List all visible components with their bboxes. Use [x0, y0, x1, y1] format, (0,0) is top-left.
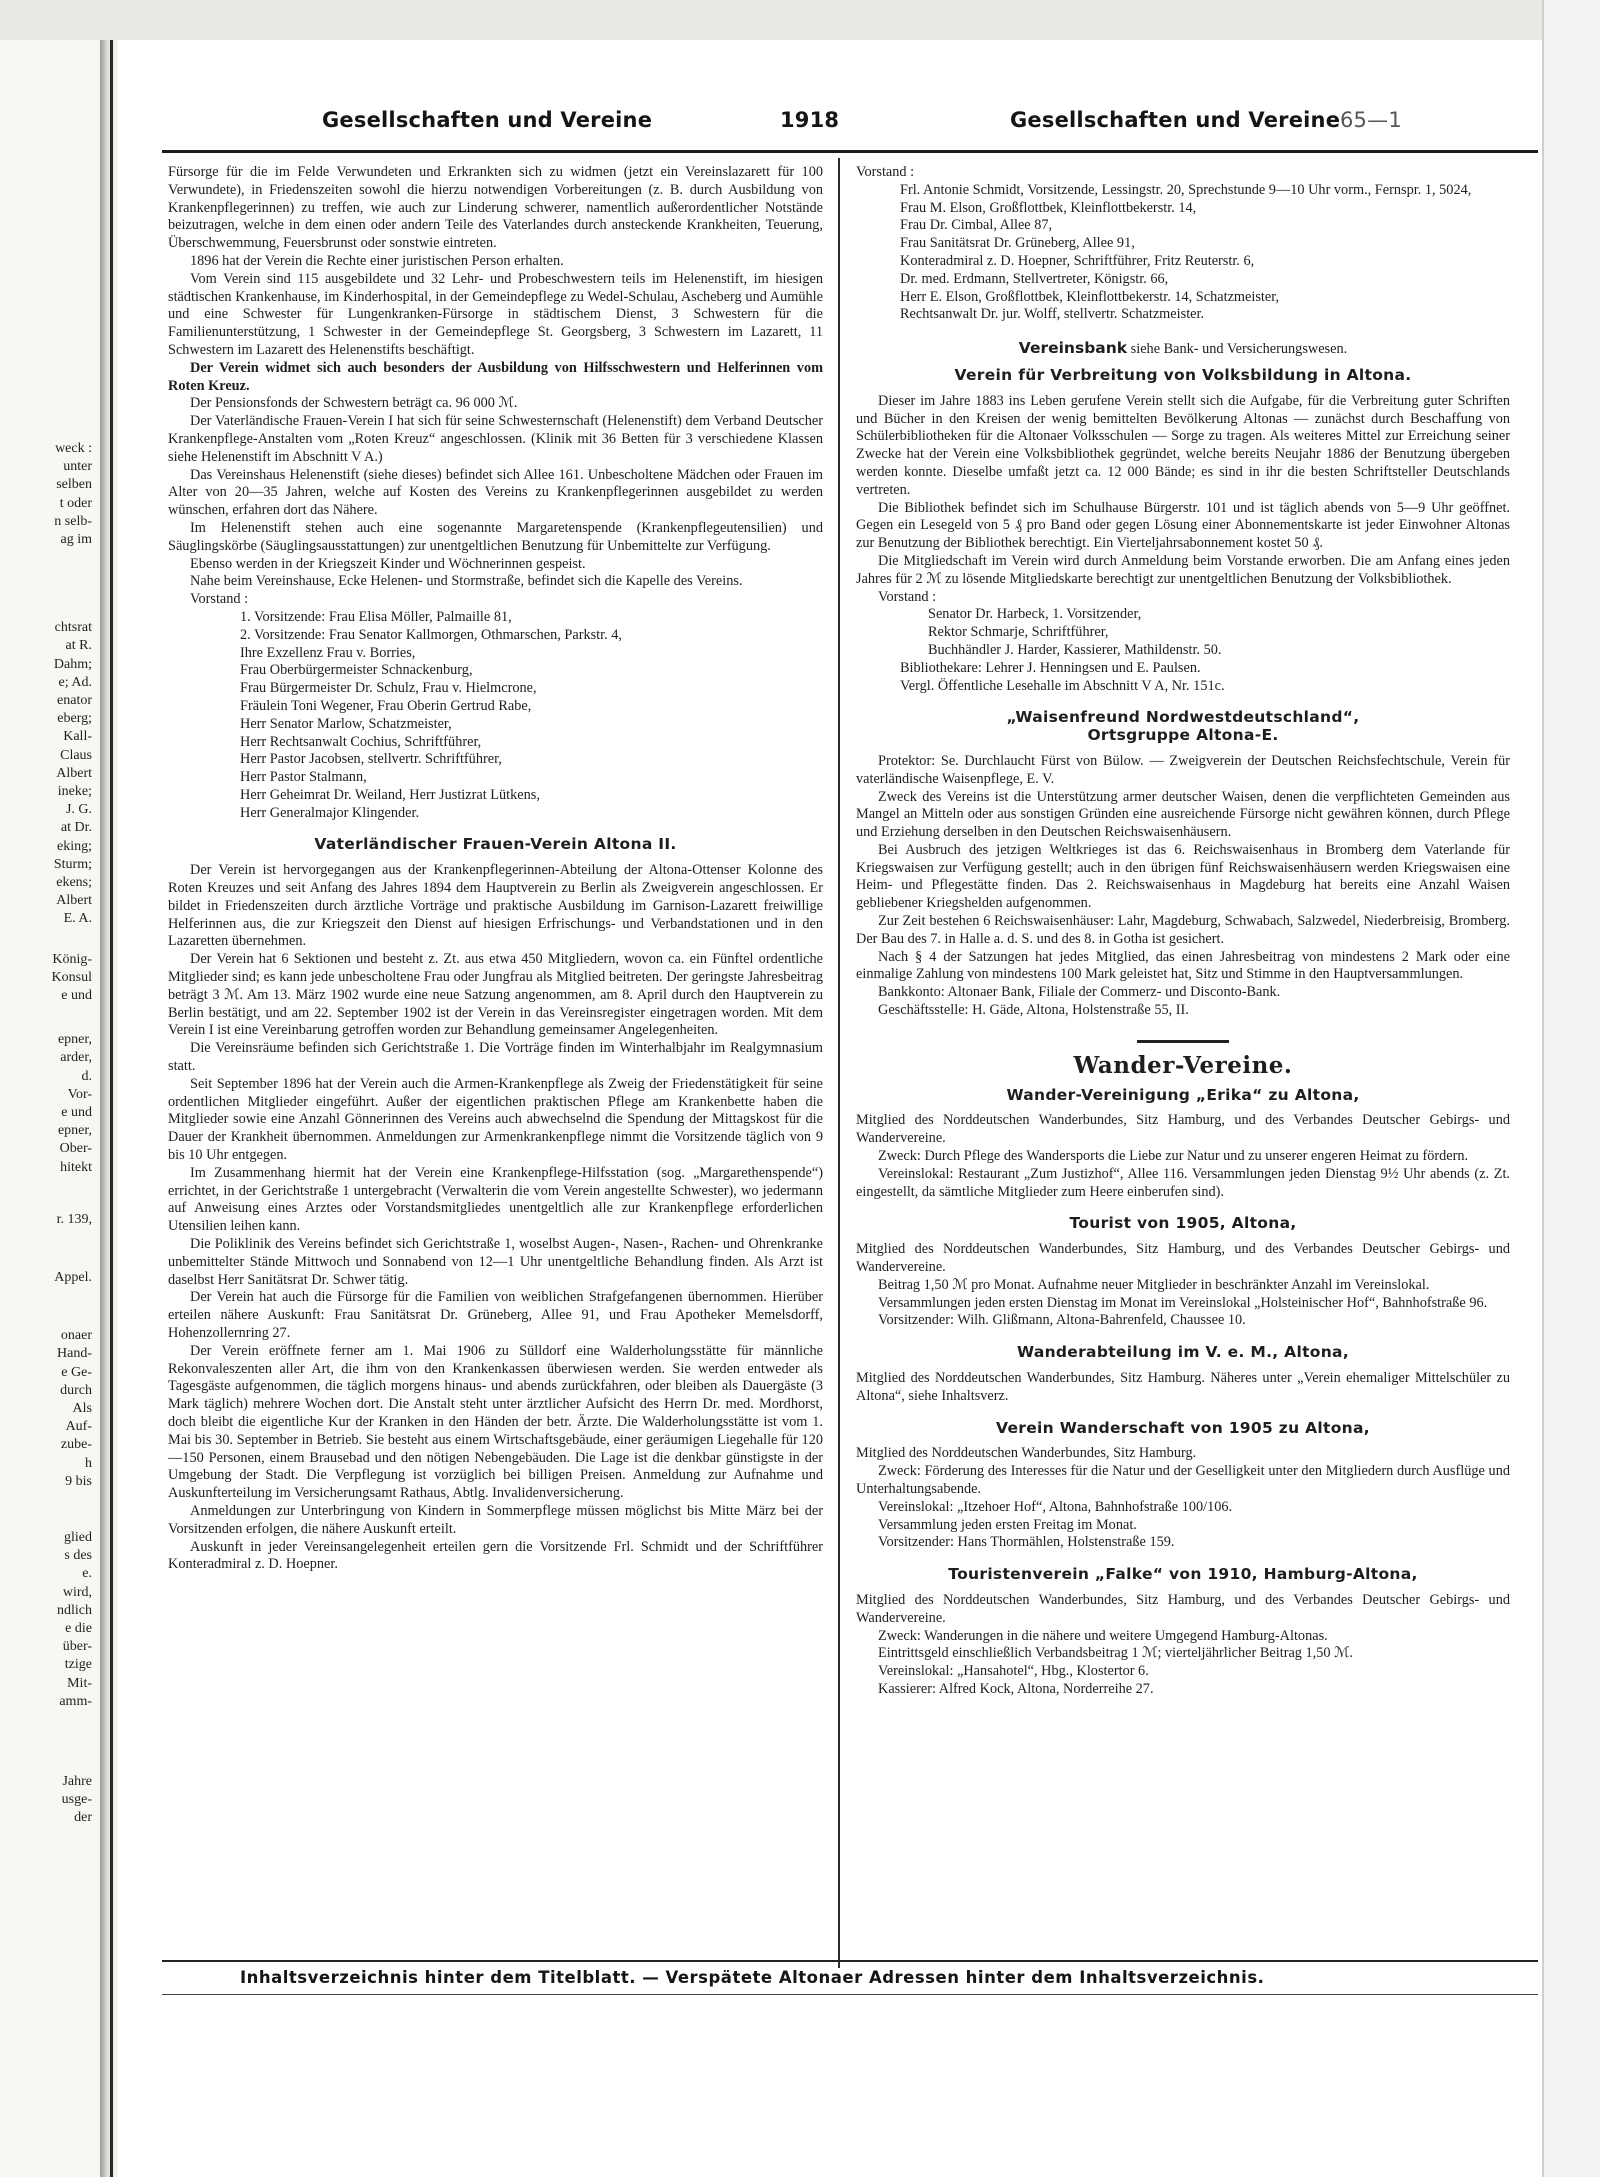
- strip-fragment: tzige: [64, 1657, 92, 1673]
- strip-fragment: arder,: [60, 1050, 92, 1066]
- club-line: Beitrag 1,50 ℳ pro Monat. Aufnahme neuer Mitglieder in beschränkter Anzahl im Vereinslokal.: [878, 1276, 1430, 1293]
- club-line: Versammlungen jeden ersten Dienstag im Monat im Vereinslokal „Holsteinischer Hof“, Bahnhofstraße 96.: [878, 1294, 1488, 1311]
- strip-fragment: amm-: [59, 1693, 92, 1709]
- section-subtitle: Ortsgruppe Altona-E.: [1087, 726, 1279, 745]
- board-member: Buchhändler J. Harder, Kassierer, Mathildenstr. 50.: [928, 641, 1222, 658]
- strip-fragment: J. G.: [65, 802, 92, 818]
- strip-fragment: usge-: [61, 1792, 92, 1808]
- board-member: Herr Rechtsanwalt Cochius, Schriftführer,: [240, 733, 482, 750]
- paragraph: Der Verein hat 6 Sektionen und besteht z. Zt. aus etwa 450 Mitgliedern, wovon ca. ein Fünftel ordentliche Mitglieder sind; es kann jede unbescholtene Frau oder Jungfrau als Mitglied beitreten. Der geringste Jahresbeitrag beträgt 3 ℳ. Am 13. März 1902 wurde eine neue Satzung angenommen, am 8. April durch den Hauptverein zu Berlin bestätigt, und am 22. September 1902 ist der Verein in das Vereinsregister eingetragen worden. Mit dem Verein I ist eine Vereinbarung getroffen worden zur Behandlung gemeinsamer Angelegenheiten.: [168, 951, 823, 1039]
- club-line: Vereinslokal: Restaurant „Zum Justizhof“, Allee 116. Versammlungen jeden Dienstag 9½ Uhr abends (z. Zt. eingestellt, da sämtliche Mitglieder zum Heere einberufen sind).: [856, 1165, 1510, 1200]
- right-column: [856, 164, 1510, 1699]
- spine-line: [110, 40, 113, 2177]
- strip-fragment: e und: [61, 1105, 92, 1120]
- board-member: Herr E. Elson, Großflottbek, Kleinflottbekerstr. 14, Schatzmeister,: [900, 288, 1279, 305]
- section-title: Vereinsbank: [1018, 339, 1128, 358]
- footer-notice: Inhaltsverzeichnis hinter dem Titelblatt. — Verspätete Altonaer Adressen hinter dem Inhaltsverzeichnis.: [240, 1968, 1265, 1987]
- strip-fragment: s des: [64, 1548, 92, 1564]
- strip-fragment: Kall-: [63, 729, 92, 745]
- strip-fragment: Albert: [56, 765, 92, 781]
- strip-fragment: ndlich: [57, 1602, 92, 1618]
- board-member: Frau Bürgermeister Dr. Schulz, Frau v. Hielmcrone,: [240, 680, 537, 697]
- paragraph: Zur Zeit bestehen 6 Reichswaisenhäuser: Lahr, Magdeburg, Schwabach, Salzwedel, Niederbreisig, Bromberg. Der Bau des 7. in Halle a. d. S. und des 8. in Gotha ist gesichert.: [856, 913, 1510, 947]
- strip-fragment: e; Ad.: [58, 674, 92, 690]
- paragraph: Der Verein ist hervorgegangen aus der Krankenpflegerinnen-Abteilung der Altona-Ottenser Kolonne des Roten Kreuzes und seit Anfang des Jahres 1894 dem Hauptverein zu Berlin als Zweigverein angeschlossen. Er bildet in Friedenszeiten durch ärztliche Vorträge und praktische Ausbildung im Garnison-Lazarett freiwillige Helferinnen aus, die zur Kriegszeit den Dienst auf hiesigen Erfrischungs- und Verbandstationen und in den Lazaretten übernehmen.: [168, 862, 823, 950]
- see-also-line: Vergl. Öffentliche Lesehalle im Abschnitt V A, Nr. 151c.: [900, 677, 1225, 694]
- vereinsbank-entry: [856, 340, 1510, 359]
- section-title: Verein für Verbreitung von Volksbildung in Altona.: [954, 365, 1412, 384]
- paragraph: Der Verein eröffnete ferner am 1. Mai 1906 zu Sülldorf eine Walderholungsstätte für männliche Rekonvaleszenten aller Art, die ihm von den Krankenkassen überwiesen werden. Sie werden entweder als Tagesgäste aufgenommen, die täglich morgens hinaus- und abends zurückfahren, oder bleiben als Dauergäste (3 Mark täglich) mehrere Wochen dort. Die Anstalt steht unter ärztlicher Aufsicht des Herrn Dr. med. Mordhorst, doch bleibt die eigentliche Kur der Kranken in den Händen der betr. Ärzte. Die Walderholungsstätte ist vom 1. Mai bis 30. September in Betrieb. Sie besteht aus einem Wirtschaftsgebäude, einer geräumigen Liegehalle für 120—150 Personen, einem Brausebad und den nötigen Nebengebäuden. Die Lage ist die denkbar günstigste in der Umgebung der Stadt. Die Verpflegung ist vorzüglich bei billigen Preisen. Anmeldung zur Aufnahme und Auskunfterteilung im Versicherungsamt Rathaus, Abtlg. Invalidenversicherung.: [168, 1342, 823, 1502]
- board-label: Vorstand :: [190, 591, 249, 608]
- strip-fragment: n selb-: [54, 513, 92, 529]
- strip-fragment: durch: [60, 1382, 92, 1398]
- section-title: „Waisenfreund Nordwestdeutschland“,: [1006, 708, 1360, 727]
- column-rule: [838, 158, 840, 1968]
- paragraph: Die Mitgliedschaft im Verein wird durch Anmeldung beim Vorstande erworben. Die am Anfang eines jeden Jahres für 2 ℳ zu lösende Mitgliedskarte berechtigt zur unentgeltlichen Benutzung der Volksbibliothek.: [856, 552, 1510, 587]
- board-label: Vorstand :: [856, 164, 915, 180]
- strip-fragment: d.: [81, 1068, 92, 1084]
- strip-fragment: e Ge-: [61, 1364, 92, 1380]
- club-title: Wanderabteilung im V. e. M., Altona,: [1016, 1343, 1350, 1362]
- category-heading: Wander-Vereine.: [1073, 1051, 1293, 1079]
- board-member: Frau Oberbürgermeister Schnackenburg,: [240, 662, 473, 679]
- strip-fragment: at R.: [65, 638, 92, 654]
- paragraph: Nach § 4 der Satzungen hat jedes Mitglied, das einen Jahresbeitrag von mindestens 2 Mark oder eine einmalige Zahlung von mindestens 100 Mark geleistet hat, Sitz und Stimme in den Hauptversammlungen.: [856, 948, 1510, 983]
- board-member: Frau Sanitätsrat Dr. Grüneberg, Allee 91,: [900, 235, 1135, 252]
- strip-fragment: hitekt: [60, 1159, 92, 1175]
- strip-fragment: e.: [82, 1566, 92, 1582]
- strip-fragment: E. A.: [63, 911, 92, 927]
- paragraph: Protektor: Se. Durchlaucht Fürst von Bülow. — Zweigverein der Deutschen Reichsfechtschule, Verein für vaterländische Waisenpflege, E. V.: [856, 752, 1510, 787]
- section-title: Vaterländischer Frauen-Verein Altona II.: [314, 835, 677, 854]
- strip-fragment: epner,: [57, 1032, 92, 1048]
- club-line: Eintrittsgeld einschließlich Verbandsbeitrag 1 ℳ; vierteljährlicher Beitrag 1,50 ℳ.: [878, 1645, 1353, 1662]
- paragraph: Im Zusammenhang hiermit hat der Verein eine Krankenpflege-Hilfsstation (sog. „Margarethenspende“) errichtet, in der Gerichtstraße 1 untergebracht (Verwalterin die vom Verein angestellte Schwester), wo jedermann auf Anweisung eines Arztes oder Vorstandsmitgliedes unentgeltlich alle zur Krankenpflege erforderlichen Utensilien leihen kann.: [168, 1164, 823, 1235]
- paragraph: Das Vereinshaus Helenenstift (siehe dieses) befindet sich Allee 161. Unbescholtene Mädchen oder Frauen im Alter von 20—35 Jahren, welche auf Kosten des Vereins zu Krankenpflegerinnen ausgebildet zu werden wünschen, erfahren dort das Nähere.: [168, 466, 823, 519]
- club-line: Mitglied des Norddeutschen Wanderbundes, Sitz Hamburg.: [856, 1445, 1197, 1462]
- section-divider: [1137, 1040, 1229, 1043]
- board-member: 1. Vorsitzende: Frau Elisa Möller, Palmaille 81,: [240, 608, 512, 625]
- header-left-title: Gesellschaften und Vereine: [322, 108, 653, 132]
- strip-fragment: Als: [72, 1401, 92, 1416]
- strip-fragment: König-: [52, 951, 92, 967]
- board-member: Ihre Exzellenz Frau v. Borries,: [240, 644, 416, 661]
- header-page-mark: 65—1: [1340, 108, 1402, 132]
- bank-line: Bankkonto: Altonaer Bank, Filiale der Commerz- und Disconto-Bank.: [878, 984, 1281, 1001]
- paragraph: Anmeldungen zur Unterbringung von Kindern in Sommerpflege müssen möglichst bis Mitte März bei der Vorsitzenden erfolgen, die nähere Auskunft erteilt.: [168, 1502, 823, 1537]
- paragraph: Der Vaterländische Frauen-Verein I hat sich für seine Schwesternschaft (Helenenstift) dem Verband Deutscher Krankenpflege-Anstalten vom „Roten Kreuz“ angeschlossen. (Klinik mit 36 Betten für 3 verschiedene Klassen siehe Helenenstift im Abschnitt V A.): [168, 413, 823, 465]
- club-line: Mitglied des Norddeutschen Wanderbundes, Sitz Hamburg. Näheres unter „Verein ehemaliger Mittelschüler zu Altona“, siehe Inhaltsverz.: [856, 1370, 1510, 1404]
- club-line: Mitglied des Norddeutschen Wanderbundes, Sitz Hamburg, und des Verbandes Deutscher Gebirgs- und Wandervereine.: [856, 1112, 1510, 1147]
- board-member: Konteradmiral z. D. Hoepner, Schriftführer, Fritz Reuterstr. 6,: [900, 252, 1255, 269]
- paragraph: Der Pensionsfonds der Schwestern beträgt ca. 96 000 ℳ.: [190, 395, 518, 412]
- club-line: Kassierer: Alfred Kock, Altona, Norderreihe 27.: [878, 1680, 1154, 1697]
- board-member: Dr. med. Erdmann, Stellvertreter, Königstr. 66,: [900, 270, 1169, 287]
- board-list: [240, 609, 823, 823]
- office-line: Geschäftsstelle: H. Gäde, Altona, Holstenstraße 55, II.: [878, 1002, 1189, 1019]
- strip-fragment: Appel.: [54, 1270, 92, 1285]
- librarians-line: Bibliothekare: Lehrer J. Henningsen und E. Paulsen.: [900, 659, 1201, 676]
- board-member: Herr Pastor Jacobsen, stellvertr. Schriftführer,: [240, 751, 502, 768]
- footer-rule: [162, 1960, 1538, 1962]
- board-member: Rechtsanwalt Dr. jur. Wolff, stellvertr. Schatzmeister.: [900, 306, 1205, 323]
- paragraph: Fürsorge für die im Felde Verwundeten und Erkrankten sich zu widmen (jetzt ein Vereinslazarett für 100 Verwundete), in Friedenszeiten sowohl die hierzu notwendigen Vorbereitungen (z. B. durch Ausbildung von Krankenpflegerinnen) zu treffen, wie auch zur Linderung schwerer, namentlich außerordentlicher Notstände beizutragen, welche in dem einen oder andern Teile des Vaterlandes durch ansteckende Krankheiten, Teuerung, Überschwemmung, Feuersbrunst oder sonstwie eintreten.: [168, 164, 823, 252]
- paragraph: Ebenso werden in der Kriegszeit Kinder und Wöchnerinnen gespeist.: [190, 555, 586, 572]
- strip-fragment: Vor-: [67, 1086, 92, 1102]
- club-line: Versammlung jeden ersten Freitag im Monat.: [878, 1516, 1137, 1533]
- strip-fragment: ekens;: [56, 875, 92, 890]
- book-gutter: [100, 40, 118, 2177]
- strip-fragment: h: [85, 1455, 92, 1471]
- board-member: Herr Senator Marlow, Schatzmeister,: [240, 715, 452, 732]
- board-member: 2. Vorsitzende: Frau Senator Kallmorgen, Othmarschen, Parkstr. 4,: [240, 626, 622, 643]
- strip-fragment: selben: [56, 477, 92, 493]
- strip-fragment: Hand-: [57, 1346, 92, 1362]
- paragraph: Seit September 1896 hat der Verein auch die Armen-Krankenpflege als Zweig der Friedenstätigkeit für seine ordentlichen Mitglieder eingeführt. Außer der eigentlichen praktischen Pflege am Krankenbette haben die Mitglieder sowie eine Anzahl Gönnerinnen des Vereins auch abwechselnd die Spendung der Mittagskost für die Dauer der Krankheit übernommen. Anmeldungen zur Armenkrankenpflege nimmt die Vorsitzende täglich von 9 bis 10 Uhr entgegen.: [168, 1075, 823, 1164]
- footer-rule-bottom: [162, 1994, 1538, 1995]
- header-year: 1918: [780, 108, 840, 132]
- cross-reference: siehe Bank- und Versicherungswesen.: [1130, 341, 1348, 358]
- scan-right-edge: [1542, 0, 1600, 2177]
- board-list: [900, 182, 1510, 324]
- paragraph: Der Verein hat auch die Fürsorge für die Familien von weiblichen Strafgefangenen übernommen. Hierüber erteilen nähere Auskunft: Frau Sanitätsrat Dr. Grüneberg, Allee 91, und Frau Apotheker Memelsdorff, Hohenzollernring 27.: [168, 1289, 823, 1341]
- header-rule: [162, 150, 1538, 153]
- strip-fragment: enator: [57, 693, 92, 708]
- board-label: Vorstand :: [878, 588, 937, 605]
- strip-fragment: zube-: [60, 1437, 92, 1453]
- strip-fragment: r. 139,: [56, 1211, 92, 1227]
- paragraph: Die Vereinsräume befinden sich Gerichtstraße 1. Die Vorträge finden im Winterhalbjahr im Realgymnasium statt.: [168, 1040, 823, 1075]
- strip-fragment: 9 bis: [65, 1473, 92, 1489]
- paragraph: Nahe beim Vereinshause, Ecke Helenen- und Stormstraße, befindet sich die Kapelle des Vereins.: [190, 573, 743, 590]
- header-right-title: Gesellschaften und Vereine: [1010, 108, 1341, 132]
- club-line: Mitglied des Norddeutschen Wanderbundes, Sitz Hamburg, und des Verbandes Deutscher Gebirgs- und Wandervereine.: [856, 1591, 1510, 1626]
- board-list: [928, 606, 1510, 659]
- club-line: Zweck: Wanderungen in die nähere und weitere Umgegend Hamburg-Altonas.: [878, 1627, 1328, 1644]
- club-line: Vorsitzender: Wilh. Glißmann, Altona-Bahrenfeld, Chaussee 10.: [878, 1312, 1246, 1329]
- club-line: Vereinslokal: „Hansahotel“, Hbg., Klostertor 6.: [878, 1663, 1149, 1680]
- paragraph: Dieser im Jahre 1883 ins Leben gerufene Verein stellt sich die Aufgabe, für die Verbreitung guter Schriften und Bücher in den Kreisen der wenig bemittelten Bevölkerung Altonas — zunächst durch Beschaffung von Schülerbibliotheken für die Altonaer Volksschulen — Sorge zu tragen. Als weiteres Mittel zur Erreichung seiner Zwecke hat der Verein eine Volksbibliothek gegründet, welche bereits Neujahr 1886 der Benutzung übergeben werden konnte. Dieselbe umfaßt jetzt ca. 12 000 Bände; es sind in ihr die besten Schriftsteller Deutschlands vertreten.: [856, 392, 1510, 498]
- left-column: [168, 164, 823, 1574]
- club-title: Wander-Vereinigung „Erika“ zu Altona,: [1006, 1085, 1360, 1104]
- board-member: Fräulein Toni Wegener, Frau Oberin Gertrud Rabe,: [240, 697, 532, 714]
- strip-fragment: Auf-: [65, 1419, 92, 1435]
- strip-fragment: e und: [61, 988, 92, 1003]
- paragraph: Die Bibliothek befindet sich im Schulhause Bürgerstr. 101 und ist täglich abends von 5—9 Uhr geöffnet. Gegen ein Lesegeld von 5 ₰ pro Band oder gegen Lösung einer Abonnementskarte ist jeder Einwohner Altonas zur Benutzung der Bibliothek berechtigt. Ein Vierteljahrsabonnement kostet 50 ₰.: [856, 499, 1510, 552]
- scan-top-edge: [0, 0, 1600, 40]
- paragraph: Der Verein widmet sich auch besonders der Ausbildung von Hilfsschwestern und Helferinnen vom Roten Kreuz.: [168, 359, 823, 394]
- board-member: Herr Generalmajor Klingender.: [240, 804, 420, 821]
- board-member: Frau M. Elson, Großflottbek, Kleinflottbekerstr. 14,: [900, 199, 1197, 216]
- paragraph: Bei Ausbruch des jetzigen Weltkrieges ist das 6. Reichswaisenhaus in Bromberg dem Vaterlande für Kriegswaisen zur Verfügung gestellt; auch in den übrigen fünf Reichswaisenhäusern werden Kriegswaisen eine Heim- und Pflegestätte finden. Das 2. Reichswaisenhaus in Magdeburg hat bereits eine Anzahl Waisen gebliebener Kriegshelden aufgenommen.: [856, 841, 1510, 912]
- club-title: Tourist von 1905, Altona,: [1069, 1214, 1297, 1233]
- strip-fragment: Dahm;: [53, 656, 92, 672]
- club-title: Verein Wanderschaft von 1905 zu Altona,: [996, 1418, 1370, 1437]
- strip-fragment: Ober-: [59, 1141, 92, 1157]
- board-member: Senator Dr. Harbeck, 1. Vorsitzender,: [928, 606, 1142, 623]
- club-line: Vorsitzender: Hans Thormählen, Holstenstraße 159.: [878, 1534, 1175, 1551]
- strip-fragment: glied: [64, 1530, 92, 1545]
- strip-fragment: chtsrat: [54, 620, 92, 636]
- paragraph: Vom Verein sind 115 ausgebildete und 32 Lehr- und Probeschwestern teils im Helenenstift, im hiesigen städtischen Krankenhause, im Kinderhospital, in der Gemeindepflege zu Wedel-Schulau, Ascheberg und Aumühle und eine Schwester für Lungenkranken-Fürsorge in städtischem Dienst, 3 Schwestern für die Familienunterstützung, 1 Schwester in der Gemeindepflege St. Georgsberg, 3 Schwestern im Lazarett, 11 Schwestern im Lazarett des Helenenstifts beschäftigt.: [168, 270, 823, 358]
- club-line: Zweck: Durch Pflege des Wandersports die Liebe zur Natur und zu unserer engeren Heimat zu fördern.: [878, 1148, 1469, 1165]
- strip-fragment: onaer: [60, 1328, 92, 1344]
- strip-fragment: ag im: [60, 532, 92, 547]
- previous-page-strip: [0, 40, 100, 2177]
- strip-fragment: Albert: [56, 893, 92, 909]
- strip-fragment: t oder: [59, 495, 92, 511]
- strip-fragment: Sturm;: [53, 856, 92, 872]
- strip-fragment: eberg;: [57, 711, 92, 727]
- paragraph: Im Helenenstift stehen auch eine sogenannte Margaretenspende (Krankenpflegeutensilien) und Säuglingskörbe (Säuglingsausstattungen) zur unentgeltlichen Benutzung für Unbemittelte zur Verfügung.: [168, 519, 823, 554]
- paragraph: Auskunft in jeder Vereinsangelegenheit erteilen gern die Vorsitzende Frl. Schmidt und der Schriftführer Konteradmiral z. D. Hoepner.: [168, 1538, 823, 1573]
- club-title: Touristenverein „Falke“ von 1910, Hamburg-Altona,: [948, 1565, 1418, 1584]
- board-member: Frau Dr. Cimbal, Allee 87,: [900, 217, 1053, 234]
- board-member: Herr Geheimrat Dr. Weiland, Herr Justizrat Lütkens,: [240, 786, 540, 803]
- board-member: Herr Pastor Stalmann,: [240, 769, 367, 786]
- strip-fragment: Konsul: [51, 969, 92, 985]
- strip-fragment: weck :: [55, 441, 92, 456]
- strip-fragment: unter: [63, 459, 92, 475]
- strip-fragment: wird,: [62, 1584, 92, 1600]
- club-line: Mitglied des Norddeutschen Wanderbundes, Sitz Hamburg, und des Verbandes Deutscher Gebirgs- und Wandervereine.: [856, 1241, 1510, 1276]
- board-member: Rektor Schmarje, Schriftführer,: [928, 624, 1109, 641]
- strip-fragment: ineke;: [57, 784, 92, 799]
- club-line: Vereinslokal: „Itzehoer Hof“, Altona, Bahnhofstraße 100/106.: [878, 1498, 1233, 1515]
- paragraph: 1896 hat der Verein die Rechte einer juristischen Person erhalten.: [190, 252, 564, 269]
- club-line: Zweck: Förderung des Interesses für die Natur und der Geselligkeit unter den Mitgliedern durch Ausflüge und Unterhaltungsabende.: [856, 1463, 1510, 1497]
- strip-fragment: Claus: [60, 747, 92, 763]
- strip-fragment: über-: [62, 1639, 92, 1655]
- strip-fragment: epner,: [57, 1123, 92, 1139]
- strip-fragment: der: [74, 1810, 92, 1826]
- strip-fragment: Mit-: [67, 1675, 92, 1691]
- strip-fragment: Jahre: [62, 1774, 92, 1789]
- strip-fragment: at Dr.: [60, 820, 92, 836]
- paragraph: Die Poliklinik des Vereins befindet sich Gerichtstraße 1, woselbst Augen-, Nasen-, Rachen- und Ohrenkranke unbemittelter Stände Mittwoch und Sonnabend von 12—1 Uhr unentgeltliche Behandlung finden. Als Arzt ist daselbst Herr Sanitätsrat Dr. Schwer tätig.: [168, 1236, 823, 1288]
- paragraph: Zweck des Vereins ist die Unterstützung armer deutscher Waisen, denen die verpflichteten Gemeinden aus Mangel an Mitteln oder aus sonstigen Gründen eine ausreichende Fürsorge nicht gewähren können, durch Pflege und Erziehung derselben in den Deutschen Reichswaisenhäusern.: [856, 788, 1510, 841]
- strip-fragment: eking;: [57, 838, 92, 854]
- board-member: Frl. Antonie Schmidt, Vorsitzende, Lessingstr. 20, Sprechstunde 9—10 Uhr vorm., Fernspr. 1, 5024,: [900, 181, 1472, 198]
- strip-fragment: e die: [65, 1621, 92, 1636]
